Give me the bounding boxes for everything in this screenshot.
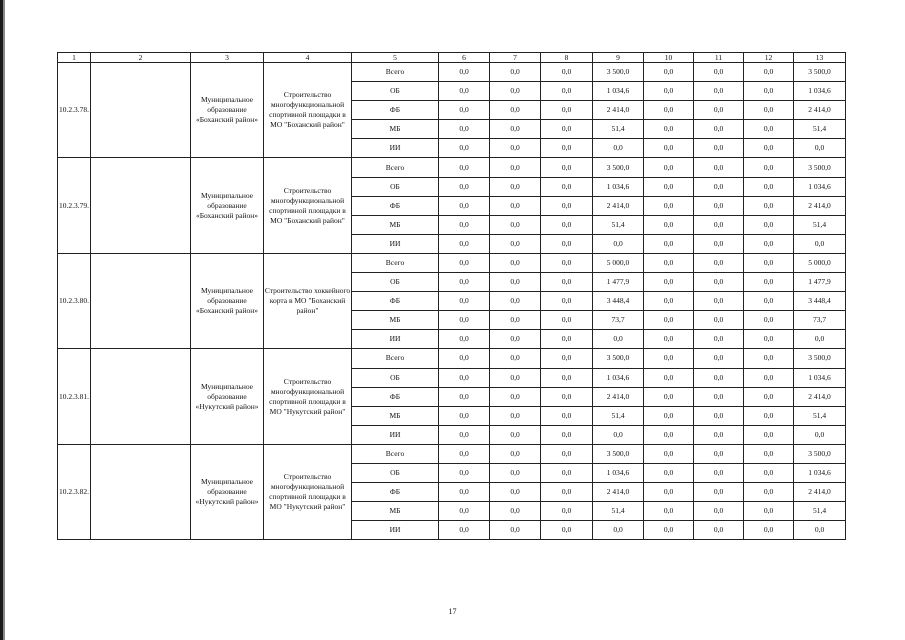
- source-cell: ИИ: [352, 234, 439, 253]
- value-cell: 0,0: [744, 101, 794, 120]
- value-cell: 0,0: [490, 368, 541, 387]
- header-cell: 12: [744, 53, 794, 63]
- value-cell: 0,0: [744, 444, 794, 463]
- value-cell: 1 034,6: [794, 177, 846, 196]
- value-cell: 0,0: [694, 234, 744, 253]
- value-cell: 0,0: [593, 425, 644, 444]
- value-cell: 0,0: [541, 273, 593, 292]
- value-cell: 0,0: [644, 177, 694, 196]
- activity-cell: Строительство многофункциональной спортивной площадки в МО "Боханский район": [264, 158, 352, 253]
- value-cell: 0,0: [644, 502, 694, 521]
- source-cell: МБ: [352, 311, 439, 330]
- value-cell: 0,0: [439, 444, 490, 463]
- executor-cell: Муниципальное образование «Нукутский район»: [191, 444, 264, 539]
- value-cell: 0,0: [439, 368, 490, 387]
- value-cell: 0,0: [490, 330, 541, 349]
- value-cell: 0,0: [490, 483, 541, 502]
- value-cell: 2 414,0: [593, 387, 644, 406]
- executor-cell: Муниципальное образование «Нукутский район»: [191, 349, 264, 444]
- value-cell: 0,0: [439, 292, 490, 311]
- empty-cell: [91, 63, 191, 158]
- value-cell: 0,0: [541, 292, 593, 311]
- value-cell: 51,4: [794, 215, 846, 234]
- value-cell: 0,0: [541, 253, 593, 272]
- value-cell: 0,0: [744, 196, 794, 215]
- value-cell: 0,0: [794, 234, 846, 253]
- value-cell: 0,0: [439, 273, 490, 292]
- value-cell: 0,0: [644, 483, 694, 502]
- value-cell: 0,0: [694, 444, 744, 463]
- source-cell: ИИ: [352, 330, 439, 349]
- value-cell: 0,0: [541, 311, 593, 330]
- value-cell: 0,0: [644, 425, 694, 444]
- value-cell: 0,0: [439, 311, 490, 330]
- value-cell: 0,0: [439, 158, 490, 177]
- value-cell: 0,0: [490, 82, 541, 101]
- value-cell: 3 500,0: [593, 444, 644, 463]
- value-cell: 3 500,0: [593, 63, 644, 82]
- value-cell: 0,0: [694, 196, 744, 215]
- value-cell: 73,7: [794, 311, 846, 330]
- value-cell: 0,0: [694, 63, 744, 82]
- header-cell: 3: [191, 53, 264, 63]
- source-cell: ОБ: [352, 273, 439, 292]
- value-cell: 0,0: [541, 349, 593, 368]
- value-cell: 0,0: [694, 521, 744, 540]
- row-number: 10.2.3.78.: [58, 63, 91, 158]
- value-cell: 0,0: [490, 502, 541, 521]
- value-cell: 0,0: [490, 292, 541, 311]
- value-cell: 0,0: [593, 521, 644, 540]
- value-cell: 0,0: [541, 444, 593, 463]
- value-cell: 3 500,0: [593, 349, 644, 368]
- value-cell: 5 000,0: [794, 253, 846, 272]
- value-cell: 0,0: [744, 139, 794, 158]
- value-cell: 3 448,4: [794, 292, 846, 311]
- value-cell: 0,0: [694, 463, 744, 482]
- value-cell: 0,0: [541, 63, 593, 82]
- value-cell: 0,0: [439, 63, 490, 82]
- value-cell: 3 500,0: [794, 444, 846, 463]
- value-cell: 0,0: [490, 387, 541, 406]
- value-cell: 0,0: [593, 330, 644, 349]
- value-cell: 0,0: [593, 234, 644, 253]
- source-cell: ОБ: [352, 82, 439, 101]
- source-cell: ОБ: [352, 177, 439, 196]
- value-cell: 0,0: [694, 349, 744, 368]
- value-cell: 0,0: [744, 253, 794, 272]
- value-cell: 0,0: [644, 330, 694, 349]
- value-cell: 0,0: [490, 120, 541, 139]
- value-cell: 0,0: [541, 521, 593, 540]
- value-cell: 0,0: [694, 387, 744, 406]
- value-cell: 2 414,0: [593, 196, 644, 215]
- value-cell: 0,0: [744, 82, 794, 101]
- value-cell: 0,0: [694, 406, 744, 425]
- value-cell: 0,0: [694, 139, 744, 158]
- value-cell: 1 034,6: [593, 463, 644, 482]
- value-cell: 0,0: [490, 311, 541, 330]
- header-cell: 7: [490, 53, 541, 63]
- table-row: [58, 253, 846, 272]
- executor-cell: Муниципальное образование «Боханский район»: [191, 63, 264, 158]
- header-cell: 11: [694, 53, 744, 63]
- source-cell: ФБ: [352, 483, 439, 502]
- source-cell: МБ: [352, 406, 439, 425]
- source-cell: МБ: [352, 502, 439, 521]
- value-cell: 0,0: [794, 521, 846, 540]
- value-cell: 0,0: [644, 215, 694, 234]
- executor-cell: Муниципальное образование «Боханский район»: [191, 158, 264, 253]
- value-cell: 0,0: [439, 330, 490, 349]
- value-cell: 0,0: [644, 82, 694, 101]
- table-row: [58, 63, 846, 82]
- value-cell: 0,0: [541, 139, 593, 158]
- value-cell: 0,0: [744, 158, 794, 177]
- value-cell: 0,0: [439, 196, 490, 215]
- header-row: [58, 53, 846, 63]
- value-cell: 0,0: [694, 368, 744, 387]
- value-cell: 51,4: [794, 120, 846, 139]
- activity-cell: Строительство многофункциональной спортивной площадки в МО "Нукутский район": [264, 349, 352, 444]
- value-cell: 0,0: [439, 101, 490, 120]
- value-cell: 0,0: [439, 521, 490, 540]
- header-cell: 6: [439, 53, 490, 63]
- value-cell: 0,0: [694, 101, 744, 120]
- budget-table: [57, 52, 846, 540]
- scan-edge-shadow: [3, 0, 5, 640]
- empty-cell: [91, 158, 191, 253]
- activity-cell: Строительство многофункциональной спортивной площадки в МО "Нукутский район": [264, 444, 352, 539]
- source-cell: ИИ: [352, 521, 439, 540]
- value-cell: 0,0: [744, 273, 794, 292]
- value-cell: 0,0: [439, 483, 490, 502]
- source-cell: ИИ: [352, 139, 439, 158]
- value-cell: 0,0: [694, 253, 744, 272]
- table-body: [58, 63, 846, 540]
- value-cell: 0,0: [694, 425, 744, 444]
- value-cell: 0,0: [490, 463, 541, 482]
- empty-cell: [91, 444, 191, 539]
- value-cell: 0,0: [541, 177, 593, 196]
- table-row: [58, 444, 846, 463]
- source-cell: Всего: [352, 63, 439, 82]
- value-cell: 0,0: [694, 483, 744, 502]
- value-cell: 0,0: [644, 120, 694, 139]
- source-cell: ОБ: [352, 463, 439, 482]
- value-cell: 0,0: [541, 368, 593, 387]
- value-cell: 0,0: [541, 120, 593, 139]
- value-cell: 3 500,0: [794, 158, 846, 177]
- header-cell: 5: [352, 53, 439, 63]
- source-cell: ИИ: [352, 425, 439, 444]
- value-cell: 0,0: [744, 177, 794, 196]
- value-cell: 0,0: [490, 196, 541, 215]
- value-cell: 0,0: [644, 63, 694, 82]
- row-number: 10.2.3.82.: [58, 444, 91, 539]
- activity-cell: Строительство хоккейного корта в МО "Боханский район": [264, 253, 352, 348]
- value-cell: 0,0: [744, 215, 794, 234]
- value-cell: 2 414,0: [794, 387, 846, 406]
- value-cell: 0,0: [439, 349, 490, 368]
- value-cell: 0,0: [490, 444, 541, 463]
- value-cell: 0,0: [694, 502, 744, 521]
- value-cell: 0,0: [644, 196, 694, 215]
- value-cell: 1 477,9: [593, 273, 644, 292]
- value-cell: 0,0: [439, 82, 490, 101]
- value-cell: 0,0: [644, 234, 694, 253]
- header-cell: 1: [58, 53, 91, 63]
- value-cell: 0,0: [744, 387, 794, 406]
- value-cell: 0,0: [490, 406, 541, 425]
- value-cell: 0,0: [794, 425, 846, 444]
- value-cell: 0,0: [644, 273, 694, 292]
- value-cell: 0,0: [490, 101, 541, 120]
- value-cell: 0,0: [644, 368, 694, 387]
- value-cell: 0,0: [490, 139, 541, 158]
- value-cell: 2 414,0: [794, 483, 846, 502]
- row-number: 10.2.3.79.: [58, 158, 91, 253]
- source-cell: ОБ: [352, 368, 439, 387]
- value-cell: 0,0: [644, 253, 694, 272]
- value-cell: 0,0: [744, 425, 794, 444]
- value-cell: 0,0: [541, 234, 593, 253]
- value-cell: 51,4: [794, 502, 846, 521]
- value-cell: 0,0: [593, 139, 644, 158]
- value-cell: 0,0: [694, 82, 744, 101]
- value-cell: 0,0: [439, 406, 490, 425]
- value-cell: 0,0: [541, 196, 593, 215]
- value-cell: 0,0: [439, 234, 490, 253]
- source-cell: МБ: [352, 215, 439, 234]
- value-cell: 51,4: [794, 406, 846, 425]
- value-cell: 0,0: [541, 158, 593, 177]
- value-cell: 0,0: [439, 215, 490, 234]
- source-cell: ФБ: [352, 387, 439, 406]
- value-cell: 0,0: [794, 330, 846, 349]
- source-cell: Всего: [352, 158, 439, 177]
- value-cell: 0,0: [490, 273, 541, 292]
- value-cell: 2 414,0: [593, 483, 644, 502]
- value-cell: 0,0: [644, 101, 694, 120]
- value-cell: 0,0: [541, 387, 593, 406]
- value-cell: 0,0: [541, 502, 593, 521]
- value-cell: 0,0: [541, 425, 593, 444]
- empty-cell: [91, 349, 191, 444]
- value-cell: 3 500,0: [593, 158, 644, 177]
- value-cell: 0,0: [541, 483, 593, 502]
- value-cell: 0,0: [744, 120, 794, 139]
- value-cell: 0,0: [694, 177, 744, 196]
- value-cell: 0,0: [744, 463, 794, 482]
- value-cell: 51,4: [593, 406, 644, 425]
- value-cell: 0,0: [694, 292, 744, 311]
- source-cell: Всего: [352, 253, 439, 272]
- header-cell: 8: [541, 53, 593, 63]
- value-cell: 0,0: [644, 387, 694, 406]
- source-cell: ФБ: [352, 101, 439, 120]
- value-cell: 0,0: [744, 330, 794, 349]
- value-cell: 0,0: [694, 158, 744, 177]
- value-cell: 51,4: [593, 120, 644, 139]
- value-cell: 0,0: [694, 311, 744, 330]
- value-cell: 0,0: [644, 158, 694, 177]
- value-cell: 0,0: [794, 139, 846, 158]
- value-cell: 0,0: [744, 502, 794, 521]
- value-cell: 0,0: [490, 521, 541, 540]
- source-cell: ФБ: [352, 292, 439, 311]
- value-cell: 0,0: [644, 311, 694, 330]
- value-cell: 1 034,6: [593, 368, 644, 387]
- value-cell: 0,0: [644, 349, 694, 368]
- value-cell: 0,0: [744, 368, 794, 387]
- source-cell: Всего: [352, 444, 439, 463]
- value-cell: 0,0: [439, 425, 490, 444]
- value-cell: 0,0: [439, 387, 490, 406]
- value-cell: 0,0: [490, 349, 541, 368]
- source-cell: Всего: [352, 349, 439, 368]
- value-cell: 1 034,6: [593, 177, 644, 196]
- value-cell: 2 414,0: [794, 101, 846, 120]
- value-cell: 1 034,6: [593, 82, 644, 101]
- value-cell: 0,0: [439, 120, 490, 139]
- value-cell: 0,0: [541, 215, 593, 234]
- value-cell: 0,0: [644, 406, 694, 425]
- value-cell: 73,7: [593, 311, 644, 330]
- value-cell: 2 414,0: [794, 196, 846, 215]
- table-header: [58, 53, 846, 63]
- value-cell: 0,0: [744, 349, 794, 368]
- header-cell: 10: [644, 53, 694, 63]
- value-cell: 0,0: [541, 406, 593, 425]
- value-cell: 0,0: [490, 215, 541, 234]
- value-cell: 0,0: [541, 101, 593, 120]
- value-cell: 0,0: [744, 63, 794, 82]
- value-cell: 3 500,0: [794, 63, 846, 82]
- value-cell: 0,0: [744, 311, 794, 330]
- value-cell: 51,4: [593, 502, 644, 521]
- activity-cell: Строительство многофункциональной спортивной площадки в МО "Боханский район": [264, 63, 352, 158]
- value-cell: 1 034,6: [794, 463, 846, 482]
- table-row: [58, 349, 846, 368]
- value-cell: 0,0: [439, 253, 490, 272]
- value-cell: 0,0: [490, 63, 541, 82]
- value-cell: 0,0: [744, 234, 794, 253]
- value-cell: 1 477,9: [794, 273, 846, 292]
- value-cell: 0,0: [490, 234, 541, 253]
- value-cell: 0,0: [694, 330, 744, 349]
- value-cell: 0,0: [744, 406, 794, 425]
- row-number: 10.2.3.80.: [58, 253, 91, 348]
- value-cell: 0,0: [744, 483, 794, 502]
- value-cell: 1 034,6: [794, 82, 846, 101]
- value-cell: 0,0: [644, 463, 694, 482]
- value-cell: 0,0: [694, 273, 744, 292]
- header-cell: 2: [91, 53, 191, 63]
- value-cell: 0,0: [490, 253, 541, 272]
- value-cell: 0,0: [644, 292, 694, 311]
- value-cell: 0,0: [541, 463, 593, 482]
- empty-cell: [91, 253, 191, 348]
- value-cell: 0,0: [541, 330, 593, 349]
- header-cell: 9: [593, 53, 644, 63]
- value-cell: 0,0: [644, 521, 694, 540]
- value-cell: 0,0: [490, 425, 541, 444]
- value-cell: 0,0: [744, 521, 794, 540]
- executor-cell: Муниципальное образование «Боханский район»: [191, 253, 264, 348]
- value-cell: 0,0: [644, 139, 694, 158]
- value-cell: 0,0: [744, 292, 794, 311]
- header-cell: 4: [264, 53, 352, 63]
- header-cell: 13: [794, 53, 846, 63]
- value-cell: 3 500,0: [794, 349, 846, 368]
- value-cell: 0,0: [694, 120, 744, 139]
- value-cell: 0,0: [439, 463, 490, 482]
- value-cell: 0,0: [490, 177, 541, 196]
- row-number: 10.2.3.81.: [58, 349, 91, 444]
- value-cell: 0,0: [694, 215, 744, 234]
- table-row: [58, 158, 846, 177]
- value-cell: 2 414,0: [593, 101, 644, 120]
- value-cell: 3 448,4: [593, 292, 644, 311]
- value-cell: 0,0: [439, 177, 490, 196]
- value-cell: 0,0: [490, 158, 541, 177]
- source-cell: ФБ: [352, 196, 439, 215]
- value-cell: 51,4: [593, 215, 644, 234]
- value-cell: 0,0: [439, 502, 490, 521]
- source-cell: МБ: [352, 120, 439, 139]
- page-number: 17: [448, 607, 457, 616]
- value-cell: 5 000,0: [593, 253, 644, 272]
- value-cell: 0,0: [644, 444, 694, 463]
- value-cell: 0,0: [439, 139, 490, 158]
- value-cell: 0,0: [541, 82, 593, 101]
- value-cell: 1 034,6: [794, 368, 846, 387]
